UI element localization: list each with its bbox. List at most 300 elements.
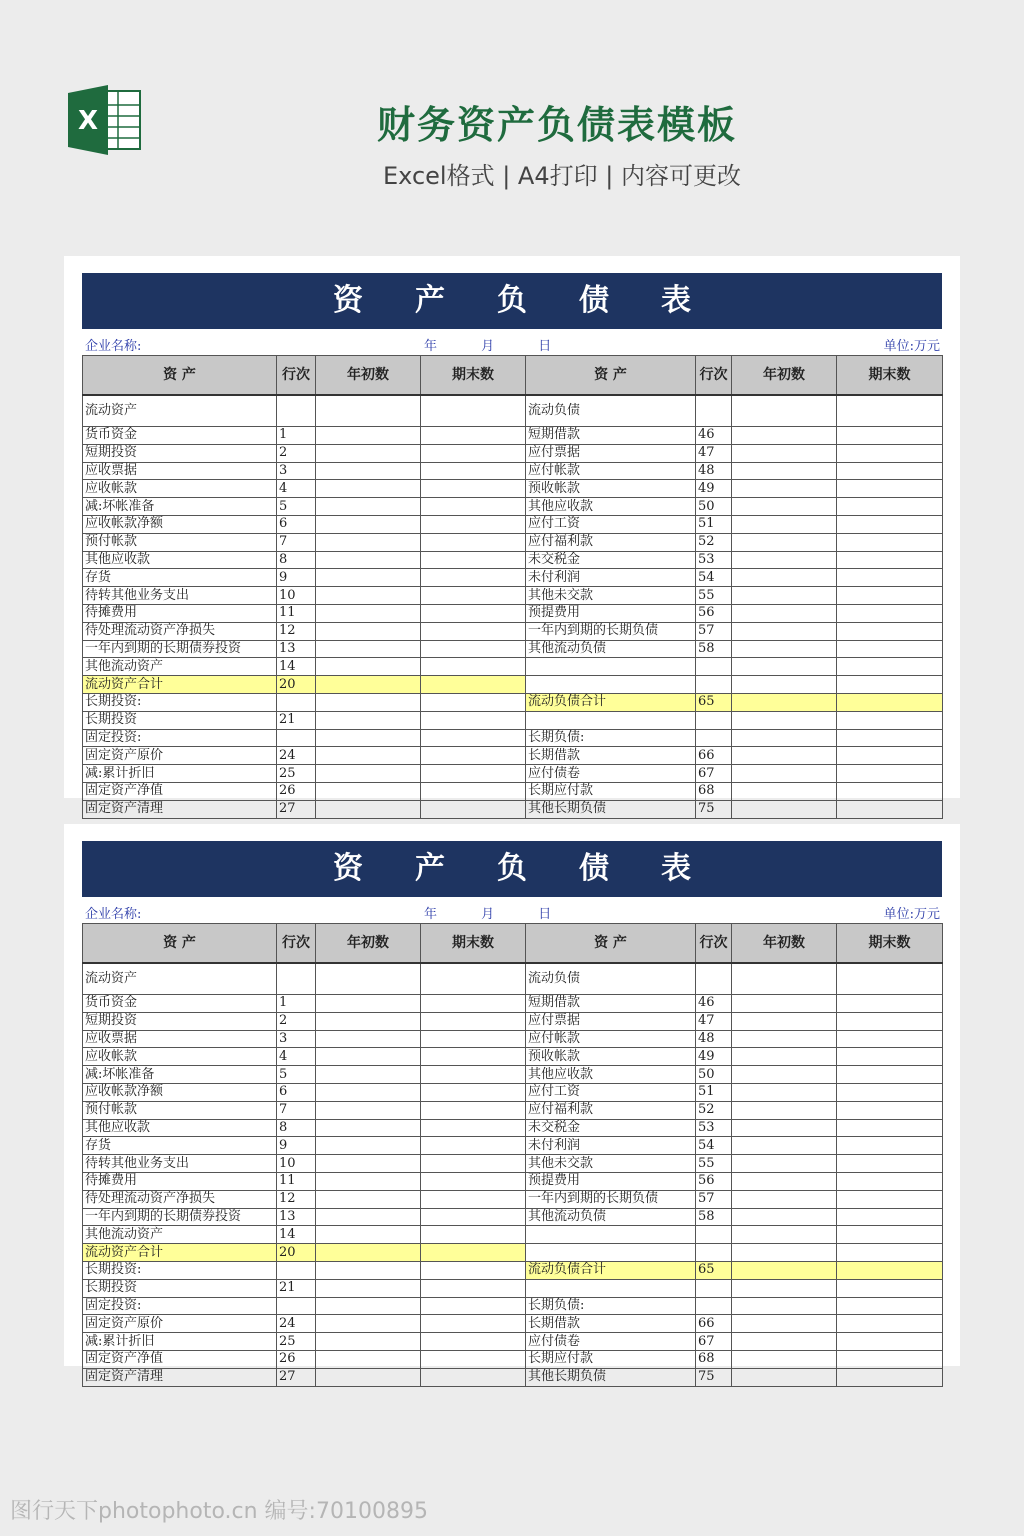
table-cell[interactable] [421,1208,526,1226]
table-cell[interactable] [732,640,837,658]
table-cell[interactable]: 应收帐款净额 [83,515,277,533]
table-cell[interactable] [421,462,526,480]
table-cell[interactable]: 应收帐款 [83,480,277,498]
table-cell[interactable] [732,604,837,622]
table-cell[interactable] [421,587,526,605]
table-cell[interactable] [316,515,421,533]
table-cell[interactable] [732,1350,837,1368]
table-cell[interactable]: 56 [696,604,732,622]
table-cell[interactable]: 58 [696,640,732,658]
table-cell[interactable]: 11 [277,1172,316,1190]
table-cell[interactable]: 1 [277,427,316,445]
table-cell[interactable] [316,427,421,445]
table-cell[interactable] [837,1048,943,1066]
table-cell[interactable] [316,1012,421,1030]
table-cell[interactable] [316,462,421,480]
table-cell[interactable] [421,1066,526,1084]
table-cell[interactable]: 20 [277,1244,316,1262]
table-cell[interactable] [421,1190,526,1208]
table-cell[interactable]: 减:累计折旧 [83,1333,277,1351]
table-cell[interactable] [732,1101,837,1119]
table-cell[interactable] [526,658,696,676]
table-cell[interactable]: 预收帐款 [526,480,696,498]
table-cell[interactable] [732,551,837,569]
table-cell[interactable] [316,747,421,765]
table-cell[interactable] [732,1172,837,1190]
table-cell[interactable]: 固定资产原价 [83,747,277,765]
table-cell[interactable]: 长期投资: [83,1261,277,1279]
table-cell[interactable]: 53 [696,1119,732,1137]
table-cell[interactable] [837,1315,943,1333]
table-cell[interactable]: 长期借款 [526,747,696,765]
table-cell[interactable] [421,1297,526,1315]
table-cell[interactable] [837,1172,943,1190]
table-cell[interactable] [421,800,526,818]
table-cell[interactable] [732,1066,837,1084]
table-cell[interactable] [696,676,732,694]
table-cell[interactable] [421,765,526,783]
table-cell[interactable] [316,1101,421,1119]
table-cell[interactable] [316,1226,421,1244]
table-cell[interactable]: 24 [277,747,316,765]
table-cell[interactable] [732,515,837,533]
table-cell[interactable]: 13 [277,1208,316,1226]
table-cell[interactable] [316,1368,421,1386]
table-cell[interactable] [732,1244,837,1262]
table-cell[interactable]: 56 [696,1172,732,1190]
table-cell[interactable] [732,658,837,676]
table-cell[interactable] [732,569,837,587]
table-cell[interactable]: 12 [277,1190,316,1208]
table-cell[interactable]: 68 [696,782,732,800]
table-cell[interactable]: 固定资产清理 [83,800,277,818]
table-cell[interactable] [316,995,421,1013]
table-cell[interactable]: 未交税金 [526,551,696,569]
table-cell[interactable] [316,1333,421,1351]
table-cell[interactable]: 一年内到期的长期债券投资 [83,640,277,658]
table-cell[interactable]: 65 [696,1261,732,1279]
table-cell[interactable]: 减:坏帐准备 [83,1066,277,1084]
table-cell[interactable] [732,1333,837,1351]
table-cell[interactable]: 流动负债合计 [526,1261,696,1279]
table-cell[interactable] [526,1226,696,1244]
table-cell[interactable] [732,1315,837,1333]
table-cell[interactable] [837,1066,943,1084]
table-cell[interactable]: 其他流动资产 [83,658,277,676]
table-cell[interactable]: 51 [696,1083,732,1101]
table-cell[interactable]: 46 [696,427,732,445]
table-cell[interactable] [696,1244,732,1262]
table-cell[interactable] [316,765,421,783]
table-cell[interactable] [837,729,943,747]
table-cell[interactable] [316,533,421,551]
table-cell[interactable]: 未付利润 [526,569,696,587]
table-cell[interactable] [732,1368,837,1386]
table-cell[interactable]: 47 [696,1012,732,1030]
table-cell[interactable] [277,1261,316,1279]
table-cell[interactable] [837,711,943,729]
table-cell[interactable]: 52 [696,533,732,551]
table-cell[interactable] [732,747,837,765]
table-cell[interactable] [316,1172,421,1190]
table-cell[interactable]: 其他长期负债 [526,800,696,818]
table-cell[interactable]: 26 [277,1350,316,1368]
table-cell[interactable] [837,1030,943,1048]
table-cell[interactable]: 8 [277,1119,316,1137]
table-cell[interactable]: 长期负债: [526,729,696,747]
table-cell[interactable]: 50 [696,498,732,516]
table-cell[interactable]: 其他长期负债 [526,1368,696,1386]
table-cell[interactable]: 长期投资 [83,711,277,729]
table-cell[interactable] [421,1368,526,1386]
table-cell[interactable]: 1 [277,995,316,1013]
table-cell[interactable]: 68 [696,1350,732,1368]
table-cell[interactable] [696,658,732,676]
table-cell[interactable]: 55 [696,587,732,605]
table-cell[interactable] [316,1190,421,1208]
table-cell[interactable]: 13 [277,640,316,658]
table-cell[interactable]: 应付债卷 [526,1333,696,1351]
table-cell[interactable]: 应收票据 [83,462,277,480]
table-cell[interactable]: 14 [277,1226,316,1244]
table-cell[interactable] [732,427,837,445]
table-cell[interactable]: 55 [696,1155,732,1173]
table-cell[interactable]: 未交税金 [526,1119,696,1137]
table-cell[interactable]: 4 [277,1048,316,1066]
table-cell[interactable] [732,1048,837,1066]
table-cell[interactable] [837,1012,943,1030]
table-cell[interactable]: 应付帐款 [526,462,696,480]
table-cell[interactable]: 流动资产 [83,395,277,427]
table-cell[interactable] [316,1119,421,1137]
table-cell[interactable]: 其他未交款 [526,1155,696,1173]
table-cell[interactable]: 3 [277,462,316,480]
table-cell[interactable] [732,1297,837,1315]
table-cell[interactable] [421,1048,526,1066]
table-cell[interactable]: 短期投资 [83,1012,277,1030]
table-cell[interactable] [837,498,943,516]
table-cell[interactable]: 51 [696,515,732,533]
table-cell[interactable]: 流动负债 [526,963,696,995]
table-cell[interactable]: 流动负债 [526,395,696,427]
table-cell[interactable] [316,569,421,587]
table-cell[interactable] [316,444,421,462]
table-cell[interactable]: 流动资产合计 [83,676,277,694]
table-cell[interactable]: 流动负债合计 [526,693,696,711]
table-cell[interactable] [837,1226,943,1244]
table-cell[interactable] [837,1137,943,1155]
table-cell[interactable]: 未付利润 [526,1137,696,1155]
table-cell[interactable] [421,1012,526,1030]
table-cell[interactable] [316,711,421,729]
table-cell[interactable] [837,462,943,480]
table-cell[interactable]: 货币资金 [83,995,277,1013]
table-cell[interactable]: 47 [696,444,732,462]
table-cell[interactable] [732,1208,837,1226]
table-cell[interactable]: 8 [277,551,316,569]
table-cell[interactable]: 长期借款 [526,1315,696,1333]
table-cell[interactable] [732,1083,837,1101]
table-cell[interactable]: 7 [277,533,316,551]
table-cell[interactable] [837,480,943,498]
table-cell[interactable]: 21 [277,1279,316,1297]
table-cell[interactable] [316,1155,421,1173]
table-cell[interactable] [421,1030,526,1048]
table-cell[interactable] [316,1279,421,1297]
table-cell[interactable] [421,711,526,729]
table-cell[interactable]: 应收票据 [83,1030,277,1048]
table-cell[interactable]: 5 [277,498,316,516]
table-cell[interactable]: 3 [277,1030,316,1048]
table-cell[interactable]: 短期借款 [526,995,696,1013]
table-cell[interactable] [421,782,526,800]
table-cell[interactable] [421,729,526,747]
table-cell[interactable] [837,1155,943,1173]
table-cell[interactable] [837,622,943,640]
table-cell[interactable]: 货币资金 [83,427,277,445]
table-cell[interactable]: 待转其他业务支出 [83,1155,277,1173]
table-cell[interactable]: 49 [696,480,732,498]
table-cell[interactable]: 其他应收款 [83,1119,277,1137]
table-cell[interactable]: 存货 [83,569,277,587]
table-cell[interactable] [421,1261,526,1279]
table-cell[interactable]: 67 [696,765,732,783]
table-cell[interactable]: 27 [277,800,316,818]
table-cell[interactable] [316,963,421,995]
table-cell[interactable] [732,1261,837,1279]
table-cell[interactable]: 其他应收款 [526,498,696,516]
table-cell[interactable]: 短期投资 [83,444,277,462]
table-cell[interactable]: 50 [696,1066,732,1084]
table-cell[interactable] [837,1208,943,1226]
table-cell[interactable] [316,1048,421,1066]
table-cell[interactable] [277,693,316,711]
table-cell[interactable] [837,1119,943,1137]
table-cell[interactable] [316,1297,421,1315]
table-cell[interactable] [316,1030,421,1048]
table-cell[interactable] [837,1261,943,1279]
table-cell[interactable] [316,480,421,498]
table-cell[interactable]: 流动资产合计 [83,1244,277,1262]
table-cell[interactable]: 48 [696,1030,732,1048]
table-cell[interactable] [421,693,526,711]
table-cell[interactable] [421,1119,526,1137]
table-cell[interactable] [837,658,943,676]
table-cell[interactable]: 长期投资 [83,1279,277,1297]
table-cell[interactable] [732,1279,837,1297]
table-cell[interactable]: 待摊费用 [83,604,277,622]
table-cell[interactable] [837,963,943,995]
table-cell[interactable]: 6 [277,1083,316,1101]
table-cell[interactable] [421,480,526,498]
table-cell[interactable] [316,1315,421,1333]
table-cell[interactable] [837,1083,943,1101]
table-cell[interactable] [421,658,526,676]
table-cell[interactable] [421,1315,526,1333]
table-cell[interactable] [732,533,837,551]
table-cell[interactable] [421,427,526,445]
table-cell[interactable]: 长期负债: [526,1297,696,1315]
table-cell[interactable]: 14 [277,658,316,676]
table-cell[interactable] [732,693,837,711]
table-cell[interactable] [837,676,943,694]
table-cell[interactable] [316,551,421,569]
table-cell[interactable]: 21 [277,711,316,729]
table-cell[interactable]: 应付工资 [526,515,696,533]
table-cell[interactable]: 一年内到期的长期债券投资 [83,1208,277,1226]
table-cell[interactable] [316,1244,421,1262]
table-cell[interactable] [316,1350,421,1368]
table-cell[interactable]: 预付帐款 [83,1101,277,1119]
table-cell[interactable]: 66 [696,1315,732,1333]
table-cell[interactable] [277,729,316,747]
table-cell[interactable] [732,995,837,1013]
table-cell[interactable] [696,963,732,995]
table-cell[interactable] [421,604,526,622]
table-cell[interactable] [421,1083,526,1101]
table-cell[interactable] [526,676,696,694]
table-cell[interactable] [421,1172,526,1190]
table-cell[interactable] [421,498,526,516]
table-cell[interactable] [421,622,526,640]
table-cell[interactable]: 10 [277,587,316,605]
table-cell[interactable] [421,1137,526,1155]
table-cell[interactable]: 65 [696,693,732,711]
table-cell[interactable] [837,1279,943,1297]
table-cell[interactable] [732,1030,837,1048]
table-cell[interactable]: 固定资产净值 [83,1350,277,1368]
table-cell[interactable]: 25 [277,765,316,783]
table-cell[interactable] [732,462,837,480]
table-cell[interactable]: 短期借款 [526,427,696,445]
table-cell[interactable] [316,658,421,676]
table-cell[interactable]: 9 [277,569,316,587]
table-cell[interactable]: 其他应收款 [83,551,277,569]
table-cell[interactable] [316,604,421,622]
table-cell[interactable] [316,1137,421,1155]
table-cell[interactable] [837,1297,943,1315]
table-cell[interactable] [837,693,943,711]
table-cell[interactable]: 52 [696,1101,732,1119]
table-cell[interactable] [732,1137,837,1155]
table-cell[interactable] [421,1101,526,1119]
table-cell[interactable] [837,800,943,818]
table-cell[interactable]: 固定投资: [83,729,277,747]
table-cell[interactable] [421,533,526,551]
table-cell[interactable] [732,729,837,747]
table-cell[interactable] [316,676,421,694]
table-cell[interactable] [277,963,316,995]
table-cell[interactable] [316,693,421,711]
table-cell[interactable]: 应付工资 [526,1083,696,1101]
table-cell[interactable] [732,782,837,800]
table-cell[interactable] [696,729,732,747]
table-cell[interactable]: 待转其他业务支出 [83,587,277,605]
table-cell[interactable]: 一年内到期的长期负债 [526,622,696,640]
table-cell[interactable]: 6 [277,515,316,533]
table-cell[interactable] [696,395,732,427]
table-cell[interactable]: 应付福利款 [526,1101,696,1119]
table-cell[interactable] [837,515,943,533]
table-cell[interactable] [696,711,732,729]
table-cell[interactable]: 预提费用 [526,1172,696,1190]
table-cell[interactable]: 9 [277,1137,316,1155]
table-cell[interactable]: 应收帐款 [83,1048,277,1066]
table-cell[interactable] [837,995,943,1013]
table-cell[interactable]: 固定资产原价 [83,1315,277,1333]
table-cell[interactable]: 其他未交款 [526,587,696,605]
table-cell[interactable] [732,498,837,516]
table-cell[interactable] [421,1155,526,1173]
table-cell[interactable]: 26 [277,782,316,800]
table-cell[interactable]: 固定资产净值 [83,782,277,800]
table-cell[interactable] [421,1279,526,1297]
table-cell[interactable] [837,782,943,800]
table-cell[interactable] [421,551,526,569]
table-cell[interactable] [837,1244,943,1262]
table-cell[interactable] [526,711,696,729]
table-cell[interactable]: 流动资产 [83,963,277,995]
table-cell[interactable] [421,395,526,427]
table-cell[interactable] [732,622,837,640]
table-cell[interactable]: 长期应付款 [526,1350,696,1368]
table-cell[interactable]: 固定资产清理 [83,1368,277,1386]
table-cell[interactable]: 预收帐款 [526,1048,696,1066]
table-cell[interactable] [316,1261,421,1279]
table-cell[interactable] [316,622,421,640]
table-cell[interactable] [316,800,421,818]
table-cell[interactable] [526,1279,696,1297]
table-cell[interactable]: 67 [696,1333,732,1351]
table-cell[interactable] [732,480,837,498]
table-cell[interactable]: 减:累计折旧 [83,765,277,783]
table-cell[interactable] [732,1119,837,1137]
table-cell[interactable] [421,1333,526,1351]
table-cell[interactable]: 12 [277,622,316,640]
table-cell[interactable]: 应收帐款净额 [83,1083,277,1101]
table-cell[interactable] [316,395,421,427]
table-cell[interactable] [837,569,943,587]
table-cell[interactable] [316,729,421,747]
table-cell[interactable] [421,640,526,658]
table-cell[interactable] [732,444,837,462]
table-cell[interactable] [316,640,421,658]
table-cell[interactable] [732,800,837,818]
table-cell[interactable] [421,747,526,765]
table-cell[interactable]: 应付福利款 [526,533,696,551]
table-cell[interactable]: 其他应收款 [526,1066,696,1084]
table-cell[interactable] [732,711,837,729]
table-cell[interactable]: 应付票据 [526,1012,696,1030]
table-cell[interactable] [732,1226,837,1244]
table-cell[interactable] [696,1279,732,1297]
table-cell[interactable] [421,1226,526,1244]
table-cell[interactable] [732,765,837,783]
table-cell[interactable]: 27 [277,1368,316,1386]
table-cell[interactable]: 57 [696,622,732,640]
table-cell[interactable] [732,963,837,995]
table-cell[interactable] [837,1350,943,1368]
table-cell[interactable] [316,782,421,800]
table-cell[interactable]: 其他流动负债 [526,640,696,658]
table-cell[interactable] [316,1083,421,1101]
table-cell[interactable] [837,604,943,622]
table-cell[interactable] [732,587,837,605]
table-cell[interactable]: 24 [277,1315,316,1333]
table-cell[interactable] [732,395,837,427]
table-cell[interactable] [421,569,526,587]
table-cell[interactable] [696,1297,732,1315]
